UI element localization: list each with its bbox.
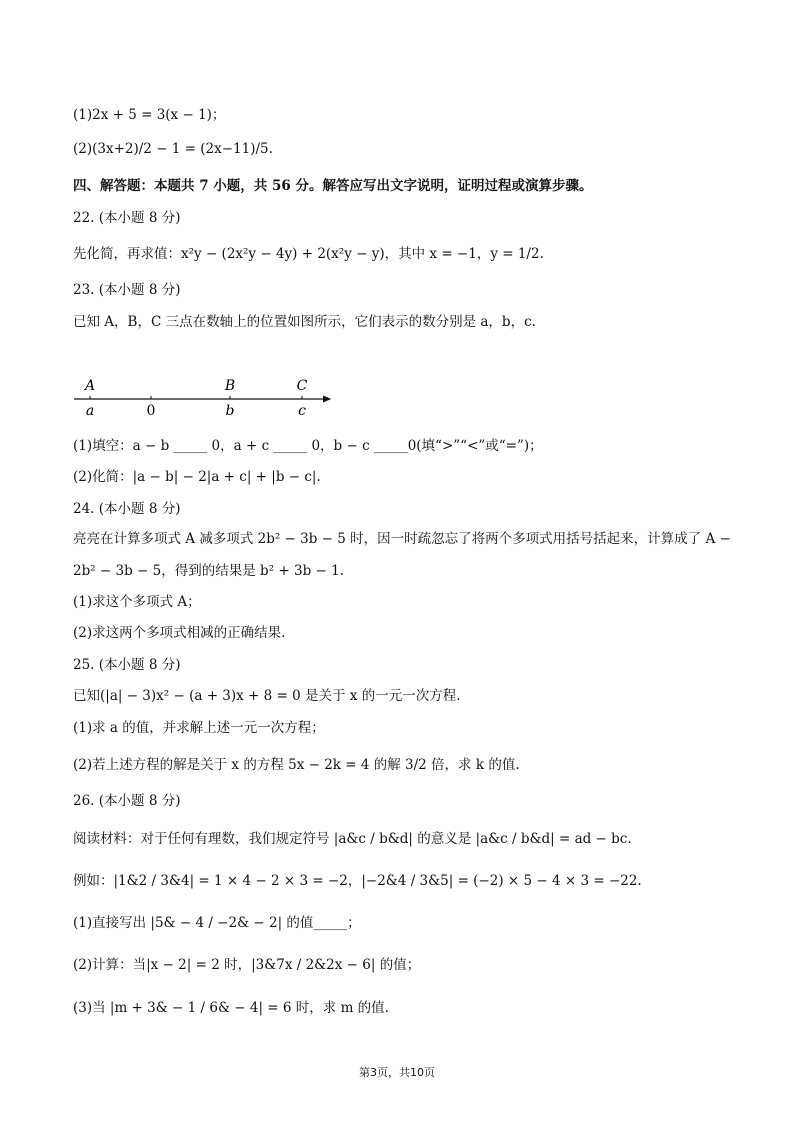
q25-header: 25. (本小题 8 分)	[73, 657, 181, 673]
q26-part2: (2)计算：当|x − 2| = 2 时，|3&7x / 2&2x − 6| 的值；	[73, 957, 421, 973]
q23-header: 23. (本小题 8 分)	[73, 282, 181, 298]
q25-part1: (1)求 a 的值，并求解上述一元一次方程；	[73, 720, 325, 736]
label-A: A	[84, 378, 96, 394]
section-heading: 四、解答题：本题共 7 小题，共 56 分。解答应写出文字说明，证明过程或演算步骤。	[73, 178, 593, 194]
q23-part2: (2)化简：|a − b| − 2|a + c| + |b − c|.	[73, 469, 321, 485]
q23-text: 已知 A，B，C 三点在数轴上的位置如图所示，它们表示的数分别是 a，b，c.	[73, 314, 536, 330]
page-footer: 第3页，共10页	[359, 1066, 435, 1079]
q26-header: 26. (本小题 8 分)	[73, 793, 181, 809]
label-a: a	[85, 403, 95, 419]
label-b: b	[225, 403, 235, 419]
q24-text-2: 2b² − 3b − 5，得到的结果是 b² + 3b − 1.	[73, 563, 344, 579]
q24-header: 24. (本小题 8 分)	[73, 501, 181, 517]
q25-part2: (2)若上述方程的解是关于 x 的方程 5x − 2k = 4 的解 3/2 倍，求 k 的值.	[73, 757, 520, 773]
q26-example: 例如：|1&2 / 3&4| = 1 × 4 − 2 × 3 = −2，|−2&4 / 3&5| = (−2) × 5 − 4 × 3 = −22.	[73, 873, 642, 889]
q24-text-1: 亮亮在计算多项式 A 减多项式 2b² − 3b − 5 时，因一时疏忽忘了将两个多项式用括号括起来，计算成了 A −	[73, 531, 731, 547]
q25-text: 已知(|a| − 3)x² − (a + 3)x + 8 = 0 是关于 x 的一元一次方程.	[73, 688, 461, 704]
label-C: C	[296, 378, 308, 394]
q26-part3: (3)当 |m + 3& − 1 / 6& − 4| = 6 时，求 m 的值.	[73, 1000, 389, 1016]
q24-part2: (2)求这两个多项式相减的正确结果.	[73, 625, 286, 641]
label-c: c	[298, 403, 306, 419]
q22-text: 先化简，再求值：x²y − (2x²y − 4y) + 2(x²y − y)，其中 x = −1，y = 1/2.	[73, 246, 544, 262]
q24-part1: (1)求这个多项式 A；	[73, 594, 201, 610]
eq-2: (2)(3x+2)/2 − 1 = (2x−11)/5.	[73, 141, 273, 157]
label-0: 0	[146, 403, 156, 419]
q26-part1: (1)直接写出 |5& − 4 / −2& − 2| 的值_____；	[73, 915, 361, 931]
eq-1: (1)2x + 5 = 3(x − 1)；	[73, 107, 226, 123]
q23-part1: (1)填空：a − b _____ 0，a + c _____ 0，b − c _____0(填“>”“<”或“=”)；	[73, 438, 543, 454]
q22-header: 22. (本小题 8 分)	[73, 210, 181, 226]
label-B: B	[224, 378, 236, 394]
q26-text: 阅读材料：对于任何有理数，我们规定符号 |a&c / b&d| 的意义是 |a&c / b&d| = ad − bc.	[73, 831, 632, 847]
number-line	[70, 372, 340, 422]
